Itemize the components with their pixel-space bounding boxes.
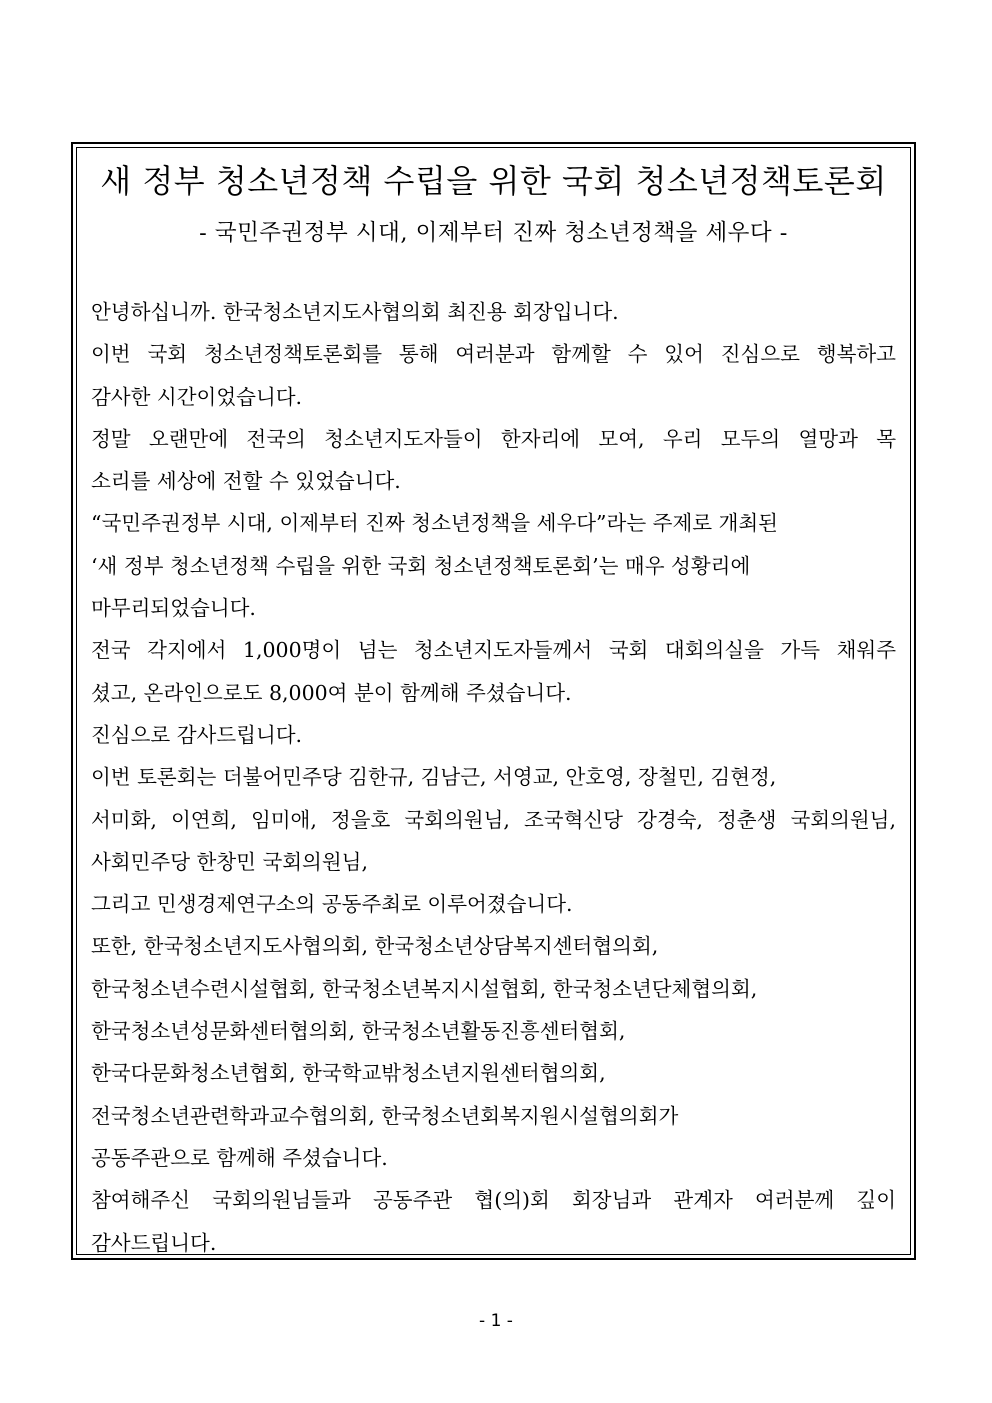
body-line: 마무리되었습니다. xyxy=(91,596,256,621)
body-line: 이번 국회 청소년정책토론회를 통해 여러분과 함께할 수 있어 진심으로 행복하고 xyxy=(91,342,896,367)
page-number: - 1 - xyxy=(479,1311,513,1331)
body-line: 이번 토론회는 더불어민주당 김한규, 김남근, 서영교, 안호영, 장철민, 김현정, xyxy=(91,765,777,790)
body-line: 감사드립니다. xyxy=(91,1230,217,1255)
body-line: 한국청소년성문화센터협의회, 한국청소년활동진흥센터협회, xyxy=(91,1019,626,1044)
document-body xyxy=(91,291,896,1264)
body-line: 참여해주신 국회의원님들과 공동주관 협(의)회 회장님과 관계자 여러분께 깊이 xyxy=(91,1188,896,1213)
document-title: 새 정부 청소년정책 수립을 위한 국회 청소년정책토론회 xyxy=(100,162,887,200)
document-subtitle: - 국민주권정부 시대, 이제부터 진짜 청소년정책을 세우다 - xyxy=(199,220,788,246)
body-line: ‘새 정부 청소년정책 수립을 위한 국회 청소년정책토론회’는 매우 성황리에 xyxy=(91,553,751,578)
body-line: 또한, 한국청소년지도사협의회, 한국청소년상담복지센터협의회, xyxy=(91,934,659,959)
body-line: 한국다문화청소년협회, 한국학교밖청소년지원센터협의회, xyxy=(91,1061,606,1086)
document-inner-frame xyxy=(76,147,911,1255)
document-frame xyxy=(71,142,916,1260)
body-line: 서미화, 이연희, 임미애, 정을호 국회의원님, 조국혁신당 강경숙, 정춘생 국회의원님, xyxy=(91,807,896,832)
body-line: 정말 오랜만에 전국의 청소년지도자들이 한자리에 모여, 우리 모두의 열망과 목 xyxy=(91,426,896,451)
body-line: 소리를 세상에 전할 수 있었습니다. xyxy=(91,469,401,494)
body-line: 감사한 시간이었습니다. xyxy=(91,384,303,409)
body-line: 사회민주당 한창민 국회의원님, xyxy=(91,849,368,874)
body-line: “국민주권정부 시대, 이제부터 진짜 청소년정책을 세우다”라는 주제로 개최된 xyxy=(91,511,778,536)
body-line: 그리고 민생경제연구소의 공동주최로 이루어졌습니다. xyxy=(91,892,573,917)
body-line: 전국 각지에서 1,000명이 넘는 청소년지도자들께서 국회 대회의실을 가득 채워주 xyxy=(91,638,896,663)
body-line: 안녕하십니까. 한국청소년지도사협의회 최진용 회장입니다. xyxy=(91,300,619,324)
body-line: 진심으로 감사드립니다. xyxy=(91,722,303,747)
body-line: 공동주관으로 함께해 주셨습니다. xyxy=(91,1145,388,1170)
body-line: 전국청소년관련학과교수협의회, 한국청소년회복지원시설협의회가 xyxy=(91,1103,679,1128)
body-line: 셨고, 온라인으로도 8,000여 분이 함께해 주셨습니다. xyxy=(91,680,572,705)
body-line: 한국청소년수련시설협회, 한국청소년복지시설협회, 한국청소년단체협의회, xyxy=(91,976,758,1001)
